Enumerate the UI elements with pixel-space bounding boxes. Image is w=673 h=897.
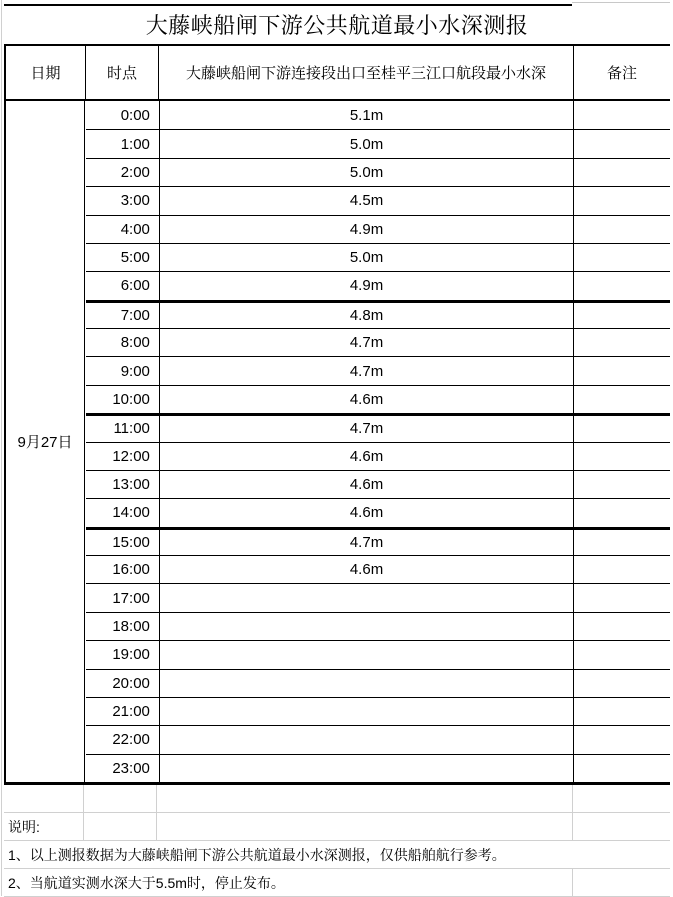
remark-cell xyxy=(573,698,670,725)
remark-cell xyxy=(573,726,670,753)
table-row xyxy=(86,413,670,441)
depth-cell xyxy=(159,584,573,611)
time-cell: 23:00 xyxy=(112,759,150,777)
depth-cell xyxy=(159,698,573,725)
remark-cell xyxy=(573,303,670,328)
remark-cell xyxy=(573,187,670,214)
depth-cell xyxy=(159,641,573,668)
depth-cell xyxy=(159,726,573,753)
table-body xyxy=(6,101,670,782)
table-row xyxy=(86,385,670,413)
time-cell: 15:00 xyxy=(112,533,150,551)
time-cell: 5:00 xyxy=(120,249,150,267)
sheet-gridline-top-right xyxy=(572,2,670,3)
table-row xyxy=(86,555,670,583)
table-row xyxy=(86,101,670,129)
time-cell: 17:00 xyxy=(112,589,150,607)
time-cell: 3:00 xyxy=(120,192,150,210)
depth-cell: 4.5m xyxy=(159,187,573,214)
remark-cell xyxy=(573,670,670,697)
remark-cell xyxy=(573,244,670,271)
depth-cell: 4.7m xyxy=(159,329,573,356)
gridline xyxy=(572,869,573,896)
depth-cell xyxy=(159,755,573,782)
depth-cell: 4.7m xyxy=(159,357,573,384)
time-cell: 6:00 xyxy=(120,277,150,295)
gridline xyxy=(572,813,573,840)
table-header-row xyxy=(6,46,670,101)
time-cell: 7:00 xyxy=(120,306,150,324)
title-top-border xyxy=(4,4,572,6)
remark-cell xyxy=(573,530,670,555)
remark-cell xyxy=(573,386,670,413)
remark-cell xyxy=(573,357,670,384)
depth-cell: 4.7m xyxy=(159,530,573,555)
table-row xyxy=(86,215,670,243)
time-cell: 14:00 xyxy=(112,504,150,522)
remark-cell xyxy=(573,584,670,611)
depth-cell xyxy=(159,613,573,640)
sheet-gridline-left xyxy=(1,0,2,896)
note-1: 1、以上测报数据为大藤峡船闸下游公共航道最小水深测报，仅供船舶航行参考。 xyxy=(8,846,506,863)
table-row xyxy=(86,442,670,470)
table-row xyxy=(86,612,670,640)
table-row xyxy=(86,271,670,299)
remark-cell xyxy=(573,499,670,526)
depth-cell: 5.0m xyxy=(159,159,573,186)
gridline xyxy=(572,785,573,812)
date-cell: 9月27日 xyxy=(6,101,85,782)
header-depth: 大藤峡船闸下游连接段出口至桂平三江口航段最小水深 xyxy=(158,46,573,99)
report-sheet xyxy=(4,4,670,897)
time-cell: 20:00 xyxy=(112,674,150,692)
depth-cell: 4.6m xyxy=(159,471,573,498)
remark-cell xyxy=(573,755,670,782)
time-cell: 12:00 xyxy=(112,447,150,465)
remark-cell xyxy=(573,329,670,356)
gridline xyxy=(83,813,84,840)
remark-cell xyxy=(573,216,670,243)
notes-label: 说明: xyxy=(8,818,40,835)
table-row xyxy=(86,725,670,753)
table-row xyxy=(86,129,670,157)
remark-cell xyxy=(573,130,670,157)
time-cell: 22:00 xyxy=(112,731,150,749)
time-cell: 2:00 xyxy=(120,163,150,181)
time-cell: 9:00 xyxy=(120,362,150,380)
remark-cell xyxy=(573,641,670,668)
depth-cell: 4.6m xyxy=(159,443,573,470)
remark-cell xyxy=(573,272,670,299)
table-row xyxy=(86,243,670,271)
table-rows xyxy=(86,101,670,782)
table-row xyxy=(86,158,670,186)
remark-cell xyxy=(573,613,670,640)
depth-cell: 4.9m xyxy=(159,216,573,243)
remark-cell xyxy=(573,443,670,470)
remark-cell xyxy=(573,159,670,186)
depth-cell: 4.8m xyxy=(159,303,573,328)
table-row xyxy=(86,498,670,526)
time-cell: 1:00 xyxy=(120,135,150,153)
gridline xyxy=(156,785,157,812)
spacer-row xyxy=(4,785,670,813)
remark-cell xyxy=(573,416,670,441)
depth-cell: 5.1m xyxy=(159,101,573,129)
time-cell: 16:00 xyxy=(112,561,150,579)
depth-cell xyxy=(159,670,573,697)
report-title: 大藤峡船闸下游公共航道最小水深测报 xyxy=(145,12,529,38)
notes-section xyxy=(4,785,670,897)
time-cell: 4:00 xyxy=(120,220,150,238)
table-row xyxy=(86,527,670,555)
time-cell: 21:00 xyxy=(112,703,150,721)
report-title-row xyxy=(4,4,670,44)
time-cell: 18:00 xyxy=(112,617,150,635)
table-row xyxy=(86,697,670,725)
depth-cell: 5.0m xyxy=(159,130,573,157)
notes-label-row xyxy=(4,813,670,841)
depth-table xyxy=(4,44,670,785)
header-remark: 备注 xyxy=(573,46,670,99)
depth-cell: 4.9m xyxy=(159,272,573,299)
table-row xyxy=(86,300,670,328)
note-2: 2、当航道实测水深大于5.5m时，停止发布。 xyxy=(8,874,285,891)
header-time: 时点 xyxy=(85,46,158,99)
remark-cell xyxy=(573,471,670,498)
note-row-2 xyxy=(4,869,670,897)
table-row xyxy=(86,356,670,384)
gridline xyxy=(83,785,84,812)
table-row xyxy=(86,640,670,668)
time-cell: 19:00 xyxy=(112,646,150,664)
depth-cell: 5.0m xyxy=(159,244,573,271)
time-cell: 8:00 xyxy=(120,334,150,352)
remark-cell xyxy=(573,556,670,583)
time-cell: 10:00 xyxy=(112,390,150,408)
table-row xyxy=(86,328,670,356)
depth-cell: 4.6m xyxy=(159,499,573,526)
table-row xyxy=(86,754,670,782)
time-cell: 0:00 xyxy=(120,106,150,124)
depth-cell: 4.6m xyxy=(159,556,573,583)
table-row xyxy=(86,186,670,214)
note-row-1 xyxy=(4,841,670,869)
remark-cell xyxy=(573,101,670,129)
depth-cell: 4.7m xyxy=(159,416,573,441)
header-date: 日期 xyxy=(30,65,61,82)
time-cell: 11:00 xyxy=(113,420,150,438)
time-cell: 13:00 xyxy=(112,476,150,494)
gridline xyxy=(156,813,157,840)
table-row xyxy=(86,470,670,498)
table-row xyxy=(86,669,670,697)
table-row xyxy=(86,583,670,611)
depth-cell: 4.6m xyxy=(159,386,573,413)
